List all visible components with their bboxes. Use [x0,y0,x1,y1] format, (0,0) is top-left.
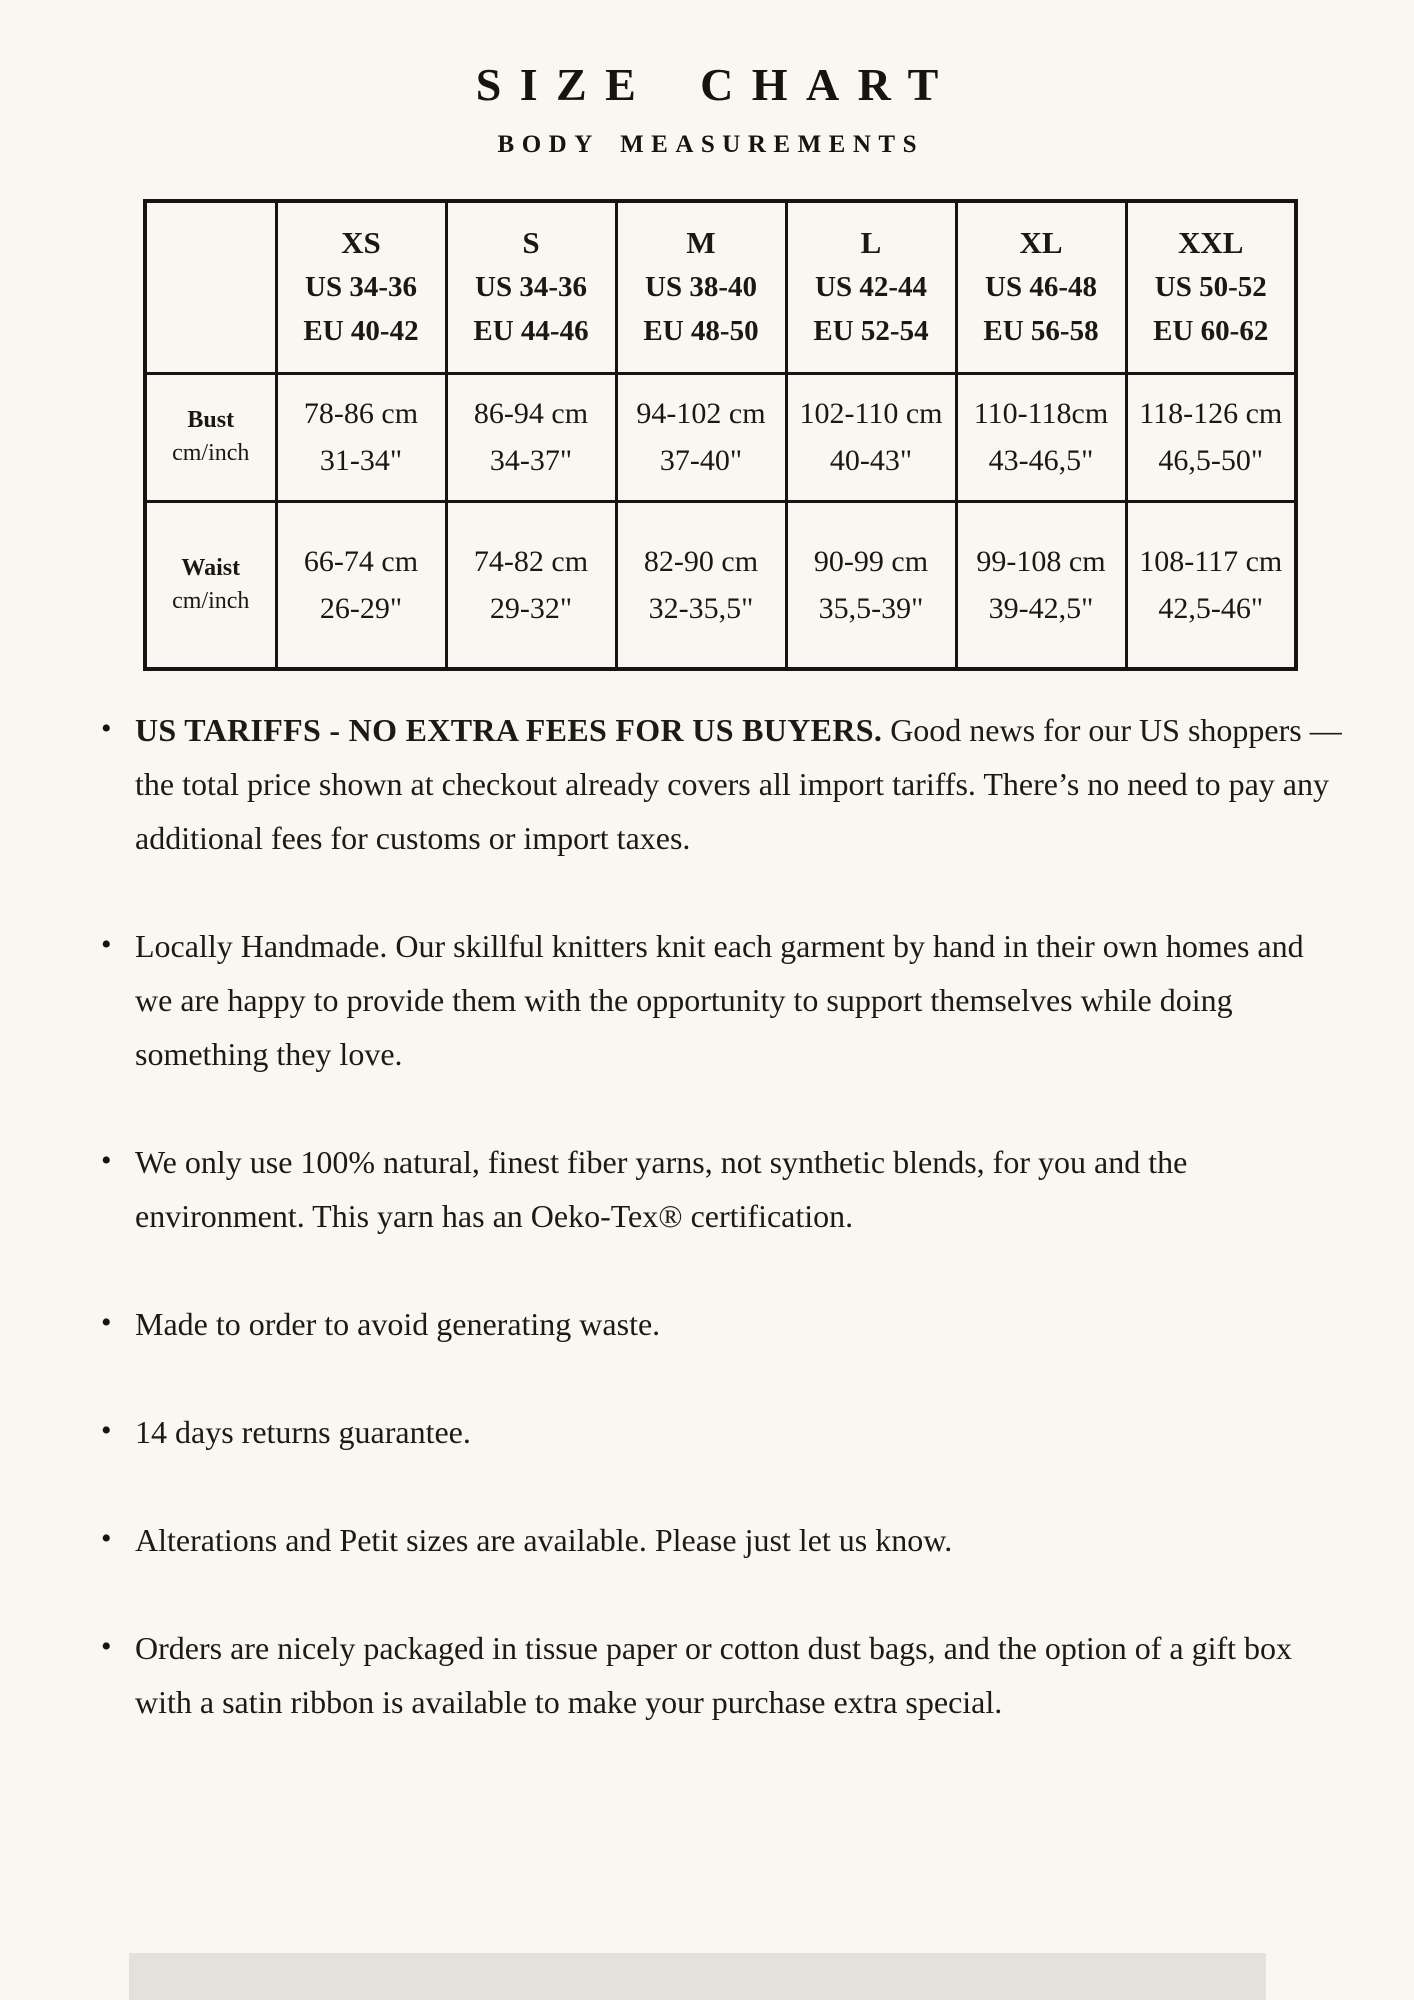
list-item-text: Orders are nicely packaged in tissue paper or cotton dust bags, and the option of a gift box with a satin ribbon is available to make your purchase extra special. [135,1630,1292,1720]
inch-value: 26-29" [319,591,403,625]
bust-cell-xl [956,373,1126,501]
cm-value: 94-102 cm [636,397,766,430]
list-item-text: Made to order to avoid generating waste. [135,1306,661,1342]
waist-cell-xxl [1126,501,1296,669]
footer-strip [129,1953,1266,2000]
size-chart-table [143,199,1298,671]
list-item-text: Alterations and Petit sizes are available. Please just let us know. [135,1522,953,1558]
inch-value: 34-37" [489,444,573,477]
inch-value: 32-35,5" [648,591,754,625]
bust-row-header [145,373,276,501]
list-item-natural-yarns [135,1135,1344,1243]
list-item-made-to-order [135,1297,1344,1351]
cm-value: 82-90 cm [643,544,759,578]
table-header-row [145,201,1296,373]
size-us-range: US 34-36 [305,271,417,304]
product-info-list [0,703,1414,1729]
size-us-range: US 42-44 [815,271,927,304]
waist-cell-s [446,501,616,669]
size-us-range: US 34-36 [475,271,587,304]
size-name: L [860,225,882,261]
cm-value: 102-110 cm [799,397,943,430]
bust-cell-l [786,373,956,501]
inch-value: 42,5-46" [1158,591,1264,625]
size-eu-range: EU 40-42 [303,315,419,348]
list-item-text: Good news for our US shoppers — the total price shown at checkout already covers all import tariffs. There’s no need to pay any additional fees for customs or import taxes. [135,712,1342,856]
inch-value: 35,5-39" [818,591,924,625]
inch-value: 29-32" [489,591,573,625]
size-us-range: US 50-52 [1154,271,1267,304]
size-column-xxl [1126,201,1296,373]
cm-value: 99-108 cm [976,544,1106,578]
list-item-returns-guarantee [135,1405,1344,1459]
inch-value: 43-46,5" [988,444,1094,477]
inch-value: 40-43" [829,444,913,477]
row-unit: cm/inch [172,587,250,614]
list-item-packaging [135,1621,1344,1729]
inch-value: 31-34" [319,444,403,477]
row-label: Waist [181,554,241,581]
size-name: M [686,225,716,261]
size-eu-range: EU 56-58 [983,315,1099,348]
cm-value: 66-74 cm [303,544,419,578]
size-name: XXL [1178,225,1244,261]
cm-value: 108-117 cm [1139,544,1283,578]
inch-value: 39-42,5" [988,591,1094,625]
size-eu-range: EU 60-62 [1153,315,1269,348]
bust-cell-m [616,373,786,501]
list-item-alterations [135,1513,1344,1567]
list-item-text: Locally Handmade. Our skillful knitters knit each garment by hand in their own homes and we are happy to provide them with the opportunity to support themselves while doing something they love. [135,928,1304,1072]
inch-value: 37-40" [659,444,743,477]
row-label: Bust [187,407,235,433]
size-eu-range: EU 52-54 [813,315,929,348]
list-item-locally-handmade [135,919,1344,1081]
size-us-range: US 38-40 [645,271,757,304]
waist-row [145,501,1296,669]
cm-value: 110-118cm [973,397,1109,430]
size-eu-range: EU 44-46 [473,315,589,348]
size-column-xs [276,201,446,373]
list-item-text: We only use 100% natural, finest fiber yarns, not synthetic blends, for you and the environment. This yarn has an Oeko-Tex® certification. [135,1144,1188,1234]
page-title: SIZE CHART [475,59,957,110]
waist-cell-m [616,501,786,669]
cm-value: 90-99 cm [813,544,929,578]
page-subtitle: BODY MEASUREMENTS [497,131,924,158]
size-column-l [786,201,956,373]
size-column-s [446,201,616,373]
bust-cell-xs [276,373,446,501]
waist-cell-xs [276,501,446,669]
waist-row-header [145,501,276,669]
size-name: XS [341,225,381,261]
waist-cell-xl [956,501,1126,669]
cm-value: 74-82 cm [473,544,589,578]
size-eu-range: EU 48-50 [643,315,759,348]
size-column-xl [956,201,1126,373]
list-item-us-tariffs [135,703,1344,865]
size-name: S [522,225,540,261]
size-column-m [616,201,786,373]
row-unit: cm/inch [172,440,250,466]
bust-row [145,373,1296,501]
corner-cell [145,201,276,373]
size-us-range: US 46-48 [985,271,1097,304]
bust-cell-xxl [1126,373,1296,501]
size-name: XL [1019,225,1063,261]
cm-value: 78-86 cm [303,397,419,430]
bust-cell-s [446,373,616,501]
waist-cell-l [786,501,956,669]
list-item-bold-lead: US TARIFFS - NO EXTRA FEES FOR US BUYERS. [135,712,883,748]
list-item-text: 14 days returns guarantee. [135,1414,471,1450]
inch-value: 46,5-50" [1158,444,1264,477]
cm-value: 86-94 cm [473,397,589,430]
cm-value: 118-126 cm [1139,397,1283,430]
